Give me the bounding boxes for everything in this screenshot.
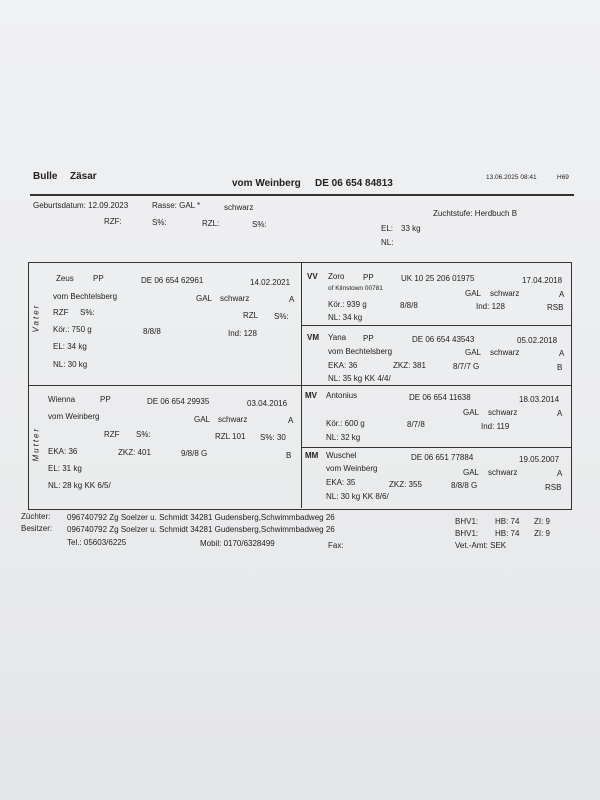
mother-b: B xyxy=(286,451,292,460)
father-side-label: Vater xyxy=(31,303,41,333)
rzl-label: RZL: xyxy=(202,219,220,228)
mm-date: 19.05.2007 xyxy=(519,455,560,464)
father-kennel: vom Bechtelsberg xyxy=(53,292,118,301)
breeder-info: 096740792 Zg Soelzer u. Schmidt 34281 Gudensberg,Schwimmbadweg 26 xyxy=(67,513,335,522)
mv-nl: NL: 32 kg xyxy=(326,433,361,442)
mother-score: 9/8/8 G xyxy=(181,449,208,458)
mm-reg: DE 06 651 77884 xyxy=(411,453,474,462)
mv-class: A xyxy=(557,409,563,418)
pedigree-lower-grand-divider xyxy=(301,447,571,448)
father-name: Zeus xyxy=(56,274,74,283)
vv-name: Zoro xyxy=(328,272,345,281)
breed: Rasse: GAL * xyxy=(152,201,201,210)
mother-breed: GAL xyxy=(194,415,211,424)
father-breed: GAL xyxy=(196,294,213,303)
el-value: 33 kg xyxy=(401,224,421,233)
mv-tag: MV xyxy=(305,391,317,400)
mother-s-percent-2: S%: 30 xyxy=(260,433,286,442)
hb-value-2: HB: 74 xyxy=(495,529,520,538)
owner-phone: Tel.: 05603/6225 xyxy=(67,538,127,547)
animal-type: Bulle xyxy=(33,171,58,182)
print-timestamp: 13.06.2025 08:41 xyxy=(486,174,537,181)
bhv1-label-1: BHV1: xyxy=(455,517,479,526)
father-color: schwarz xyxy=(220,294,250,303)
mm-tag: MM xyxy=(305,451,319,460)
father-nl: NL: 30 kg xyxy=(53,360,88,369)
owner-info: 096740792 Zg Soelzer u. Schmidt 34281 Gudensberg,Schwimmbadweg 26 xyxy=(67,525,335,534)
mother-eka: EKA: 36 xyxy=(48,447,78,456)
vet-office: Vet.-Amt: SEK xyxy=(455,541,507,550)
mother-name: Wienna xyxy=(48,395,76,404)
vm-score: 8/7/7 G xyxy=(453,362,480,371)
father-class: A xyxy=(289,295,295,304)
mother-date: 03.04.2016 xyxy=(247,399,288,408)
mm-nl: NL: 30 kg KK 8/6/ xyxy=(326,492,389,501)
mm-kennel: vom Weinberg xyxy=(326,464,378,473)
owner-fax: Fax: xyxy=(328,541,344,550)
father-index: Ind: 128 xyxy=(228,329,257,338)
animal-reg-number: DE 06 654 84813 xyxy=(315,178,393,189)
mm-color: schwarz xyxy=(488,468,518,477)
pedigree-mid-rule xyxy=(28,385,571,386)
father-kor: Kör.: 750 g xyxy=(53,325,92,334)
vm-tag: VM xyxy=(307,333,319,342)
animal-kennel: vom Weinberg xyxy=(232,178,301,189)
vv-class: A xyxy=(559,290,565,299)
mother-el: EL: 31 kg xyxy=(48,464,82,473)
father-reg: DE 06 654 62961 xyxy=(141,276,204,285)
mv-kor-score: 8/7/8 xyxy=(407,420,425,429)
vm-name: Yana xyxy=(328,333,347,342)
mm-name: Wuschel xyxy=(326,451,357,460)
vv-index: Ind: 128 xyxy=(476,302,505,311)
vm-reg: DE 06 654 43543 xyxy=(412,335,475,344)
mother-class: A xyxy=(288,416,294,425)
header-rule xyxy=(30,194,574,196)
mm-eka: EKA: 35 xyxy=(326,478,356,487)
mv-date: 18.03.2014 xyxy=(519,395,560,404)
mv-index: Ind: 119 xyxy=(481,422,510,431)
rzf-label: RZF: xyxy=(104,217,122,226)
vv-color: schwarz xyxy=(490,289,520,298)
zi-value-1: ZI: 9 xyxy=(534,517,551,526)
mm-class: A xyxy=(557,469,563,478)
mv-kor: Kör.: 600 g xyxy=(326,419,365,428)
mother-rzl: RZL 101 xyxy=(215,432,246,441)
el-label: EL: xyxy=(381,224,394,233)
pedigree-column-divider xyxy=(301,262,302,508)
vm-class: A xyxy=(559,349,565,358)
zi-value-2: ZI: 9 xyxy=(534,529,551,538)
vv-kor-score: 8/8/8 xyxy=(400,301,418,310)
vm-nl: NL: 35 kg KK 4/4/ xyxy=(328,374,391,383)
hb-value-1: HB: 74 xyxy=(495,517,520,526)
father-rzl: RZL xyxy=(243,311,259,320)
vv-reg: UK 10 25 206 01975 xyxy=(401,274,475,283)
vv-date: 17.04.2018 xyxy=(522,276,563,285)
s-percent-label-2: S%: xyxy=(252,220,267,229)
vv-kennel: of Kilnstown 00781 xyxy=(328,285,383,292)
vv-kor: Kör.: 939 g xyxy=(328,300,367,309)
mother-reg: DE 06 654 29935 xyxy=(147,397,210,406)
mother-color: schwarz xyxy=(218,415,248,424)
owner-label: Besitzer: xyxy=(21,524,53,533)
father-pp: PP xyxy=(93,274,104,283)
vv-pp: PP xyxy=(363,273,374,282)
father-kor-score: 8/8/8 xyxy=(143,327,161,336)
vm-b: B xyxy=(557,363,563,372)
vm-kennel: vom Bechtelsberg xyxy=(328,347,393,356)
owner-mobile: Mobil: 0170/6328499 xyxy=(200,539,275,548)
animal-name: Zäsar xyxy=(70,171,97,182)
print-code: H69 xyxy=(557,174,569,181)
vm-eka: EKA: 36 xyxy=(328,361,358,370)
mv-breed: GAL xyxy=(463,408,480,417)
mm-score: 8/8/8 G xyxy=(451,481,478,490)
mother-nl: NL: 28 kg KK 6/5/ xyxy=(48,481,111,490)
vv-nl: NL: 34 kg xyxy=(328,313,363,322)
nl-label: NL: xyxy=(381,238,394,247)
mother-zkz: ZKZ: 401 xyxy=(118,448,151,457)
father-el: EL: 34 kg xyxy=(53,342,87,351)
pedigree-upper-grand-divider xyxy=(301,325,571,326)
vv-breed: GAL xyxy=(465,289,482,298)
mm-rsb: RSB xyxy=(545,483,562,492)
father-s-percent-1: S%: xyxy=(80,308,95,317)
father-rzf: RZF xyxy=(53,308,69,317)
mm-zkz: ZKZ: 355 xyxy=(389,480,422,489)
s-percent-label-1: S%: xyxy=(152,218,167,227)
vm-color: schwarz xyxy=(490,348,520,357)
mother-kennel: vom Weinberg xyxy=(48,412,100,421)
mother-s-percent-1: S%: xyxy=(136,430,151,439)
vv-tag: VV xyxy=(307,272,318,281)
mv-reg: DE 06 654 11638 xyxy=(409,393,471,402)
breeding-grade: Zuchtstufe: Herdbuch B xyxy=(433,209,518,218)
breeder-label: Züchter: xyxy=(21,512,51,521)
vm-breed: GAL xyxy=(465,348,482,357)
father-s-percent-2: S%: xyxy=(274,312,289,321)
vv-rsb: RSB xyxy=(547,303,564,312)
mother-pp: PP xyxy=(100,395,111,404)
mv-color: schwarz xyxy=(488,408,518,417)
vm-pp: PP xyxy=(363,334,374,343)
mother-side-label: Mutter xyxy=(31,426,41,462)
father-date: 14.02.2021 xyxy=(250,278,291,287)
mv-name: Antonius xyxy=(326,391,358,400)
color: schwarz xyxy=(224,203,254,212)
birth-date: Geburtsdatum: 12.09.2023 xyxy=(33,201,129,210)
vm-date: 05.02.2018 xyxy=(517,336,558,345)
mm-breed: GAL xyxy=(463,468,480,477)
bhv1-label-2: BHV1: xyxy=(455,529,479,538)
vm-zkz: ZKZ: 381 xyxy=(393,361,426,370)
mother-rzf: RZF xyxy=(104,430,120,439)
